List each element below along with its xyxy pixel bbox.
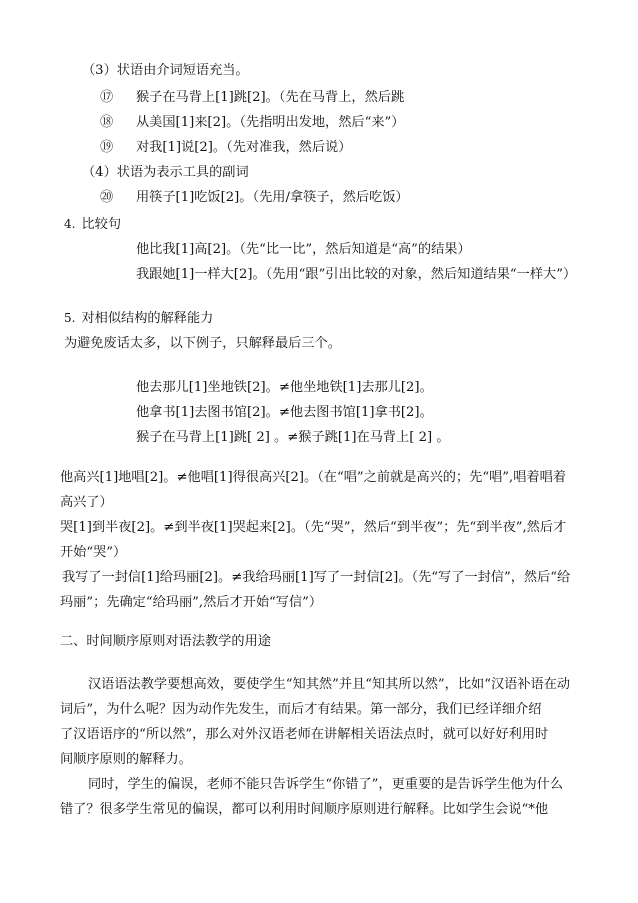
paragraph-1-line-3: 了汉语语序的“所以然”，那么对外汉语老师在讲解相关语法点时，就可以好好利用时 (60, 727, 549, 742)
paragraph-2-line-2: 错了？很多学生常见的偏误，都可以利用时间顺序原则进行解释。比如学生会说“*他 (60, 802, 549, 817)
example-20 (100, 191, 409, 204)
example-number: ⑳ (100, 190, 114, 205)
explained-example-1-line-1: 他高兴[1]地唱[2]。≠他唱[1]得很高兴[2]。（在“唱”之前就是高兴的；先“唱”,唱着唱着 (60, 470, 566, 485)
comparison-example-2: 我跟她[1]一样大[2]。（先用“跟”引出比较的对象，然后知道结果“一样大”） (136, 267, 577, 282)
example-17 (100, 91, 404, 104)
explained-example-2-line-1: 哭[1]到半夜[2]。≠到半夜[1]哭起来[2]。（先“哭”，然后“到半夜”；先“到半夜”,然后才 (60, 520, 567, 535)
example-text: 对我[1]说[2]。（先对准我，然后说） (136, 140, 352, 155)
sub-item-4: （4）状语为表示工具的副词 (82, 165, 249, 180)
paragraph-1-line-1: 汉语语法教学要想高效，要使学生“知其然”并且“知其所以然”，比如“汉语补语在动 (88, 677, 571, 692)
comparison-example-1: 他比我[1]高[2]。（先“比一比”，然后知道是“高”的结果） (136, 242, 471, 257)
section-number: 4. (64, 217, 76, 231)
paragraph-1-line-4: 间顺序原则的解释力。 (60, 752, 192, 767)
paragraph-1-line-2: 词后”，为什么呢？因为动作先发生，而后才有结果。第一部分，我们已经详细介绍 (60, 702, 542, 717)
explained-example-3-line-2: 玛丽”；先确定“给玛丽”,然后才开始“写信”） (60, 595, 323, 610)
example-number: ⑱ (100, 115, 114, 130)
explained-example-2-line-2: 开始“哭”） (60, 545, 127, 560)
example-18 (100, 116, 404, 129)
section-title: 对相似结构的解释能力 (81, 311, 214, 326)
section-4-heading (64, 218, 121, 231)
explained-example-1-line-2: 高兴了） (60, 495, 113, 510)
example-text: 猴子在马背上[1]跳[2]。（先在马背上，然后跳 (136, 90, 405, 105)
section-title: 比较句 (81, 217, 122, 232)
contrast-example-2: 他拿书[1]去图书馆[2]。≠他去图书馆[1]拿书[2]。 (136, 405, 433, 420)
example-text: 用筷子[1]吃饭[2]。（先用/拿筷子，然后吃饭） (136, 190, 409, 205)
paragraph-2-line-1: 同时，学生的偏误，老师不能只告诉学生“你错了”，更重要的是告诉学生他为什么 (88, 777, 564, 792)
example-number: ⑰ (100, 90, 114, 105)
example-text: 从美国[1]来[2]。（先指明出发地，然后“来”） (136, 115, 405, 130)
section-5-heading (64, 312, 213, 325)
part-2-heading: 二、时间顺序原则对语法教学的用途 (60, 634, 271, 649)
contrast-example-3: 猴子在马背上[1]跳[ 2] 。≠猴子跳[1]在马背上[ 2] 。 (136, 430, 450, 445)
example-19 (100, 141, 351, 154)
example-number: ⑲ (100, 140, 114, 155)
section-number: 5. (64, 311, 76, 325)
sub-item-3: （3）状语由介词短语充当。 (82, 63, 249, 78)
contrast-example-1: 他去那儿[1]坐地铁[2]。≠他坐地铁[1]去那儿[2]。 (136, 380, 433, 395)
section-5-intro: 为避免废话太多，以下例子，只解释最后三个。 (64, 336, 341, 351)
explained-example-3-line-1: 我写了一封信[1]给玛丽[2]。≠我给玛丽[1]写了一封信[2]。（先“写了一封信”，然后“给 (62, 570, 571, 585)
